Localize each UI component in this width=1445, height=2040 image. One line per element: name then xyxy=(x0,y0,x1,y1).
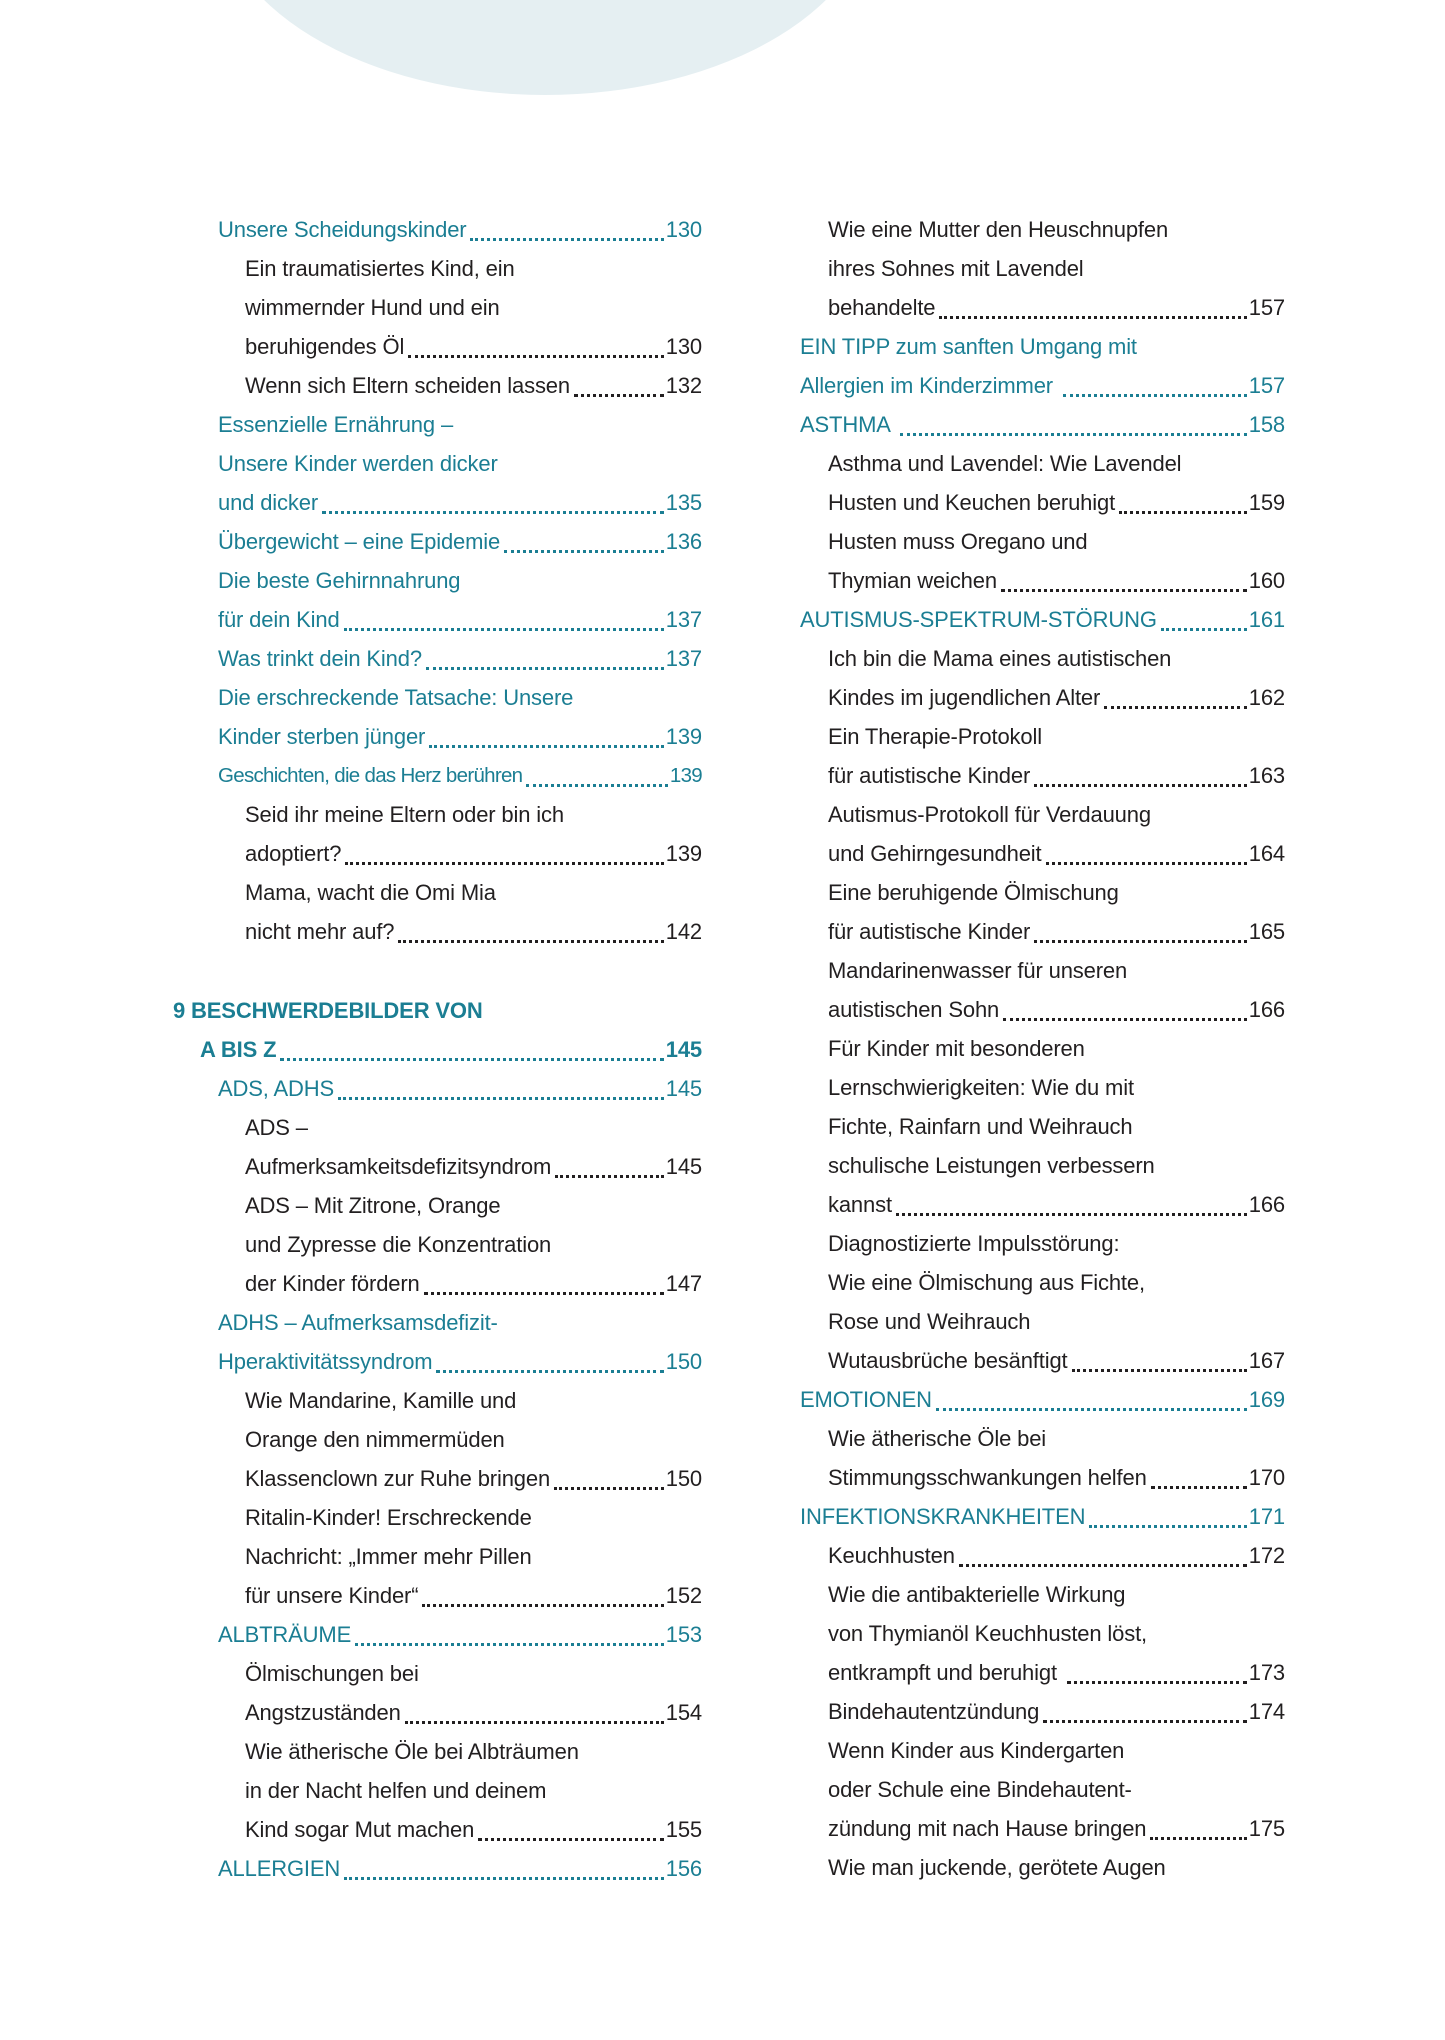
toc-entry-continuation-line xyxy=(800,522,1285,561)
page-number: 156 xyxy=(665,1856,702,1881)
toc-entry-text: Essenzielle Ernährung – xyxy=(218,412,454,437)
toc-entry-text: wimmernder Hund und ein xyxy=(245,295,500,320)
page-number: 154 xyxy=(665,1700,702,1725)
toc-entry-text: Orange den nimmermüden xyxy=(245,1427,505,1452)
dot-leader xyxy=(1034,784,1247,787)
page-number: 164 xyxy=(1248,841,1285,866)
toc-entry-continuation-line xyxy=(173,1732,702,1771)
dot-leader xyxy=(345,862,663,865)
toc-entry-text: Seid ihr meine Eltern oder bin ich xyxy=(245,802,564,827)
toc-entry-text: Rose und Weihrauch xyxy=(828,1309,1031,1334)
dot-leader xyxy=(939,316,1246,319)
toc-entry-text: Angstzuständen xyxy=(245,1700,401,1725)
page-number: 158 xyxy=(1248,412,1285,437)
toc-entry-text: A BIS Z xyxy=(200,1037,277,1062)
page-number: 150 xyxy=(665,1349,702,1374)
toc-entry-text: von Thymianöl Keuchhusten löst, xyxy=(828,1621,1148,1646)
toc-entry-continuation-line xyxy=(800,1302,1285,1341)
toc-entry-line xyxy=(173,366,702,405)
toc-entry-text: Wie man juckende, gerötete Augen xyxy=(828,1855,1166,1880)
page-number: 136 xyxy=(665,529,702,554)
dot-leader xyxy=(1063,394,1247,397)
toc-entry-text: entkrampft und beruhigt xyxy=(828,1660,1063,1685)
page-number: 171 xyxy=(1248,1504,1285,1529)
toc-entry-line xyxy=(800,405,1285,444)
toc-column-right xyxy=(800,210,1285,1887)
toc-entry-continuation-line xyxy=(173,678,702,717)
toc-entry-line xyxy=(173,1810,702,1849)
toc-entry-text: Geschichten, die das Herz berühren xyxy=(218,764,523,787)
toc-entry-line xyxy=(173,1459,702,1498)
page-number: 166 xyxy=(1248,1192,1285,1217)
toc-entry-text: Thymian weichen xyxy=(828,568,997,593)
dot-leader xyxy=(504,550,664,553)
toc-entry-continuation-line xyxy=(800,1224,1285,1263)
dot-leader xyxy=(338,1097,664,1100)
toc-entry-line xyxy=(800,990,1285,1029)
page-number: 165 xyxy=(1248,919,1285,944)
toc-entry-text: Die erschreckende Tatsache: Unsere xyxy=(218,685,574,710)
toc-column-left xyxy=(173,210,702,1888)
dot-leader xyxy=(344,1877,664,1880)
toc-section-heading-line xyxy=(173,991,702,1030)
toc-entry-text: ADS – Mit Zitrone, Orange xyxy=(245,1193,501,1218)
dot-leader xyxy=(1089,1525,1246,1528)
toc-entry-text: adoptiert? xyxy=(245,841,342,866)
page-number: 153 xyxy=(665,1622,702,1647)
toc-entry-text: nicht mehr auf? xyxy=(245,919,395,944)
toc-entry-line xyxy=(173,912,702,951)
toc-entry-continuation-line xyxy=(800,1029,1285,1068)
toc-entry-line xyxy=(173,756,702,795)
toc-entry-line xyxy=(800,1692,1285,1731)
toc-entry-continuation-line xyxy=(800,1263,1285,1302)
toc-entry-text: Wie die antibakterielle Wirkung xyxy=(828,1582,1126,1607)
toc-entry-text: Eine beruhigende Ölmischung xyxy=(828,880,1119,905)
toc-entry-text: 9 BESCHWERDEBILDER VON xyxy=(173,998,483,1023)
toc-entry-continuation-line xyxy=(800,327,1285,366)
toc-entry-text: Für Kinder mit besonderen xyxy=(828,1036,1085,1061)
toc-entry-text: Diagnostizierte Impulsstörung: xyxy=(828,1231,1120,1256)
toc-entry-continuation-line xyxy=(173,405,702,444)
dot-leader xyxy=(280,1058,663,1061)
dot-leader xyxy=(355,1643,664,1646)
dot-leader xyxy=(900,433,1247,436)
dot-leader xyxy=(344,628,664,631)
page-number: 166 xyxy=(1248,997,1285,1022)
page-number: 173 xyxy=(1248,1660,1285,1685)
toc-entry-line xyxy=(800,1536,1285,1575)
dot-leader xyxy=(526,784,668,787)
toc-entry-text: und Zypresse die Konzentration xyxy=(245,1232,552,1257)
toc-entry-line xyxy=(173,1147,702,1186)
dot-leader xyxy=(555,1175,664,1178)
toc-entry-text: ADHS – Aufmerksamsdefizit- xyxy=(218,1310,498,1335)
toc-entry-text: autistischen Sohn xyxy=(828,997,1000,1022)
toc-entry-line xyxy=(173,327,702,366)
page-number: 130 xyxy=(665,334,702,359)
page-number: 145 xyxy=(665,1154,702,1179)
toc-entry-continuation-line xyxy=(173,1225,702,1264)
toc-entry-continuation-line xyxy=(800,639,1285,678)
toc-entry-line xyxy=(800,1653,1285,1692)
toc-entry-line xyxy=(800,288,1285,327)
decorative-ellipse xyxy=(215,0,875,95)
toc-entry-continuation-line xyxy=(800,873,1285,912)
toc-entry-continuation-line xyxy=(173,1303,702,1342)
toc-entry-text: beruhigendes Öl xyxy=(245,334,405,359)
toc-entry-text: Wie eine Mutter den Heuschnupfen xyxy=(828,217,1169,242)
toc-entry-line xyxy=(800,1185,1285,1224)
toc-entry-line xyxy=(173,1615,702,1654)
page-number: 137 xyxy=(665,607,702,632)
page-number: 169 xyxy=(1248,1387,1285,1412)
page-number: 145 xyxy=(665,1037,702,1062)
toc-entry-text: kannst xyxy=(828,1192,892,1217)
toc-entry-text: Hperaktivitätssyndrom xyxy=(218,1349,433,1374)
toc-entry-line xyxy=(173,1576,702,1615)
toc-entry-continuation-line xyxy=(800,210,1285,249)
dot-leader xyxy=(896,1213,1247,1216)
toc-entry-continuation-line xyxy=(800,1848,1285,1887)
page-number: 174 xyxy=(1248,1699,1285,1724)
dot-leader xyxy=(554,1487,664,1490)
toc-entry-text: Nachricht: „Immer mehr Pillen xyxy=(245,1544,532,1569)
toc-entry-line xyxy=(800,1380,1285,1419)
toc-entry-line xyxy=(800,483,1285,522)
toc-entry-text: Wutausbrüche besänftigt xyxy=(828,1348,1068,1373)
toc-entry-continuation-line xyxy=(800,1107,1285,1146)
dot-leader xyxy=(1161,628,1247,631)
dot-leader xyxy=(959,1564,1247,1567)
toc-entry-line xyxy=(173,600,702,639)
toc-entry-line xyxy=(800,366,1285,405)
toc-entry-text: Lernschwierigkeiten: Wie du mit xyxy=(828,1075,1134,1100)
toc-entry-continuation-line xyxy=(173,288,702,327)
toc-entry-line xyxy=(800,600,1285,639)
toc-entry-text: EIN TIPP zum sanften Umgang mit xyxy=(800,334,1137,359)
toc-entry-line xyxy=(800,912,1285,951)
toc-entry-line xyxy=(800,756,1285,795)
dot-leader xyxy=(429,745,664,748)
dot-leader xyxy=(436,1370,663,1373)
toc-entry-text: Mama, wacht die Omi Mia xyxy=(245,880,496,905)
page-number: 163 xyxy=(1248,763,1285,788)
page-number: 170 xyxy=(1248,1465,1285,1490)
dot-leader xyxy=(426,667,664,670)
toc-entry-text: Bindehautentzündung xyxy=(828,1699,1040,1724)
toc-entry-text: Mandarinenwasser für unseren xyxy=(828,958,1128,983)
page-number: 155 xyxy=(665,1817,702,1842)
toc-entry-continuation-line xyxy=(800,717,1285,756)
toc-entry-line xyxy=(800,1341,1285,1380)
page-number: 132 xyxy=(665,373,702,398)
page-number: 139 xyxy=(665,724,702,749)
dot-leader xyxy=(1072,1369,1247,1372)
toc-entry-text: behandelte xyxy=(828,295,936,320)
toc-entry-text: Husten und Keuchen beruhigt xyxy=(828,490,1116,515)
toc-entry-text: für autistische Kinder xyxy=(828,919,1031,944)
toc-entry-text: Unsere Kinder werden dicker xyxy=(218,451,498,476)
toc-entry-text: Autismus-Protokoll für Verdauung xyxy=(828,802,1151,827)
toc-entry-text: Übergewicht – eine Epidemie xyxy=(218,529,501,554)
page-number: 175 xyxy=(1248,1816,1285,1841)
dot-leader xyxy=(1104,706,1247,709)
page-number: 139 xyxy=(665,841,702,866)
dot-leader xyxy=(408,355,664,358)
dot-leader xyxy=(1003,1018,1247,1021)
toc-entry-line xyxy=(173,1342,702,1381)
toc-entry-continuation-line xyxy=(173,795,702,834)
dot-leader xyxy=(1046,862,1247,865)
toc-entry-text: EMOTIONEN xyxy=(800,1387,932,1412)
toc-entry-text: oder Schule eine Bindehautent- xyxy=(828,1777,1132,1802)
dot-leader xyxy=(422,1604,663,1607)
toc-entry-text: in der Nacht helfen und deinem xyxy=(245,1778,547,1803)
toc-entry-text: Fichte, Rainfarn und Weihrauch xyxy=(828,1114,1133,1139)
toc-entry-text: Ein Therapie-Protokoll xyxy=(828,724,1042,749)
dot-leader xyxy=(1034,940,1247,943)
dot-leader xyxy=(478,1838,664,1841)
toc-entry-text: Aufmerksamkeitsdefizitsyndrom xyxy=(245,1154,552,1179)
toc-entry-line xyxy=(173,1693,702,1732)
dot-leader xyxy=(1067,1681,1247,1684)
toc-entry-line xyxy=(173,483,702,522)
dot-leader xyxy=(574,394,664,397)
toc-entry-text: und dicker xyxy=(218,490,319,515)
toc-entry-text: Allergien im Kinderzimmer xyxy=(800,373,1059,398)
page-number: 142 xyxy=(665,919,702,944)
toc-entry-continuation-line xyxy=(800,1614,1285,1653)
dot-leader xyxy=(936,1408,1247,1411)
toc-entry-text: Ein traumatisiertes Kind, ein xyxy=(245,256,515,281)
toc-entry-line xyxy=(173,834,702,873)
toc-entry-continuation-line xyxy=(800,1068,1285,1107)
toc-entry-text: Die beste Gehirnnahrung xyxy=(218,568,461,593)
page-number: 162 xyxy=(1248,685,1285,710)
toc-entry-text: zündung mit nach Hause bringen xyxy=(828,1816,1147,1841)
dot-leader xyxy=(424,1292,664,1295)
toc-entry-text: Wie ätherische Öle bei xyxy=(828,1426,1047,1451)
toc-entry-text: für autistische Kinder xyxy=(828,763,1031,788)
toc-entry-text: ihres Sohnes mit Lavendel xyxy=(828,256,1084,281)
toc-entry-line xyxy=(800,1809,1285,1848)
toc-entry-continuation-line xyxy=(800,249,1285,288)
toc-entry-text: Wie Mandarine, Kamille und xyxy=(245,1388,517,1413)
page-number: 167 xyxy=(1248,1348,1285,1373)
toc-entry-text: und Gehirngesundheit xyxy=(828,841,1042,866)
toc-entry-continuation-line xyxy=(800,1419,1285,1458)
toc-entry-text: Wie eine Ölmischung aus Fichte, xyxy=(828,1270,1145,1295)
page-number: 160 xyxy=(1248,568,1285,593)
toc-entry-text: Wenn sich Eltern scheiden lassen xyxy=(245,373,570,398)
dot-leader xyxy=(322,511,664,514)
toc-entry-continuation-line xyxy=(800,951,1285,990)
toc-entry-line xyxy=(173,1849,702,1888)
toc-entry-line xyxy=(173,210,702,249)
toc-entry-continuation-line xyxy=(173,561,702,600)
toc-entry-continuation-line xyxy=(800,1575,1285,1614)
dot-leader xyxy=(1043,1720,1247,1723)
toc-entry-line xyxy=(173,639,702,678)
toc-entry-text: Stimmungsschwankungen helfen xyxy=(828,1465,1147,1490)
toc-entry-text: ALLERGIEN xyxy=(218,1856,341,1881)
toc-entry-line xyxy=(173,717,702,756)
page-number: 130 xyxy=(665,217,702,242)
page-number: 152 xyxy=(665,1583,702,1608)
toc-entry-text: Ich bin die Mama eines autistischen xyxy=(828,646,1172,671)
toc-entry-text: schulische Leistungen verbessern xyxy=(828,1153,1155,1178)
toc-entry-continuation-line xyxy=(173,873,702,912)
dot-leader xyxy=(1150,1837,1246,1840)
toc-entry-line xyxy=(800,1458,1285,1497)
page-number: 150 xyxy=(665,1466,702,1491)
toc-entry-line xyxy=(800,834,1285,873)
toc-entry-continuation-line xyxy=(173,1381,702,1420)
toc-entry-text: ADS, ADHS xyxy=(218,1076,335,1101)
toc-entry-continuation-line xyxy=(173,1537,702,1576)
toc-entry-text: Kindes im jugendlichen Alter xyxy=(828,685,1101,710)
page-number: 145 xyxy=(665,1076,702,1101)
toc-entry-text: Wie ätherische Öle bei Albträumen xyxy=(245,1739,579,1764)
toc-entry-continuation-line xyxy=(800,1731,1285,1770)
toc-entry-text: Wenn Kinder aus Kindergarten xyxy=(828,1738,1125,1763)
toc-entry-text: Kinder sterben jünger xyxy=(218,724,426,749)
page-number: 139 xyxy=(669,764,702,787)
toc-entry-text: der Kinder fördern xyxy=(245,1271,420,1296)
toc-entry-line xyxy=(800,1497,1285,1536)
page-number: 172 xyxy=(1248,1543,1285,1568)
toc-entry-text: AUTISMUS-SPEKTRUM-STÖRUNG xyxy=(800,607,1157,632)
toc-entry-text: Kind sogar Mut machen xyxy=(245,1817,475,1842)
toc-entry-continuation-line xyxy=(800,444,1285,483)
toc-entry-continuation-line xyxy=(173,1771,702,1810)
dot-leader xyxy=(398,940,663,943)
page-number: 161 xyxy=(1248,607,1285,632)
toc-entry-text: für unsere Kinder“ xyxy=(245,1583,419,1608)
toc-entry-text: Unsere Scheidungskinder xyxy=(218,217,467,242)
dot-leader xyxy=(1151,1486,1247,1489)
page-number: 135 xyxy=(665,490,702,515)
toc-entry-continuation-line xyxy=(800,1146,1285,1185)
toc-entry-text: INFEKTIONSKRANKHEITEN xyxy=(800,1504,1086,1529)
toc-section-heading-line xyxy=(173,1030,702,1069)
page-number: 147 xyxy=(665,1271,702,1296)
toc-entry-continuation-line xyxy=(173,249,702,288)
toc-entry-continuation-line xyxy=(800,1770,1285,1809)
toc-entry-line xyxy=(173,1069,702,1108)
toc-entry-text: Husten muss Oregano und xyxy=(828,529,1088,554)
toc-entry-continuation-line xyxy=(800,795,1285,834)
toc-entry-text: Asthma und Lavendel: Wie Lavendel xyxy=(828,451,1182,476)
toc-entry-continuation-line xyxy=(173,1186,702,1225)
toc-entry-text: ASTHMA xyxy=(800,412,896,437)
page-number: 137 xyxy=(665,646,702,671)
dot-leader xyxy=(405,1721,664,1724)
toc-entry-text: Ritalin-Kinder! Erschreckende xyxy=(245,1505,532,1530)
dot-leader xyxy=(1119,511,1247,514)
toc-entry-text: Keuchhusten xyxy=(828,1543,955,1568)
toc-entry-line xyxy=(800,561,1285,600)
toc-entry-continuation-line xyxy=(173,1654,702,1693)
toc-entry-text: Ölmischungen bei xyxy=(245,1661,419,1686)
toc-entry-line xyxy=(800,678,1285,717)
page-number: 157 xyxy=(1248,373,1285,398)
toc-entry-line xyxy=(173,522,702,561)
toc-entry-text: Was trinkt dein Kind? xyxy=(218,646,422,671)
dot-leader xyxy=(1001,589,1247,592)
page-number: 157 xyxy=(1248,295,1285,320)
toc-entry-continuation-line xyxy=(173,1108,702,1147)
toc-entry-continuation-line xyxy=(173,1498,702,1537)
toc-entry-text: ADS – xyxy=(245,1115,308,1140)
toc-entry-text: für dein Kind xyxy=(218,607,340,632)
toc-entry-text: ALBTRÄUME xyxy=(218,1622,352,1647)
toc-entry-continuation-line xyxy=(173,1420,702,1459)
toc-entry-text: Klassenclown zur Ruhe bringen xyxy=(245,1466,551,1491)
dot-leader xyxy=(470,238,663,241)
toc-entry-continuation-line xyxy=(173,444,702,483)
toc-entry-line xyxy=(173,1264,702,1303)
page-number: 159 xyxy=(1248,490,1285,515)
